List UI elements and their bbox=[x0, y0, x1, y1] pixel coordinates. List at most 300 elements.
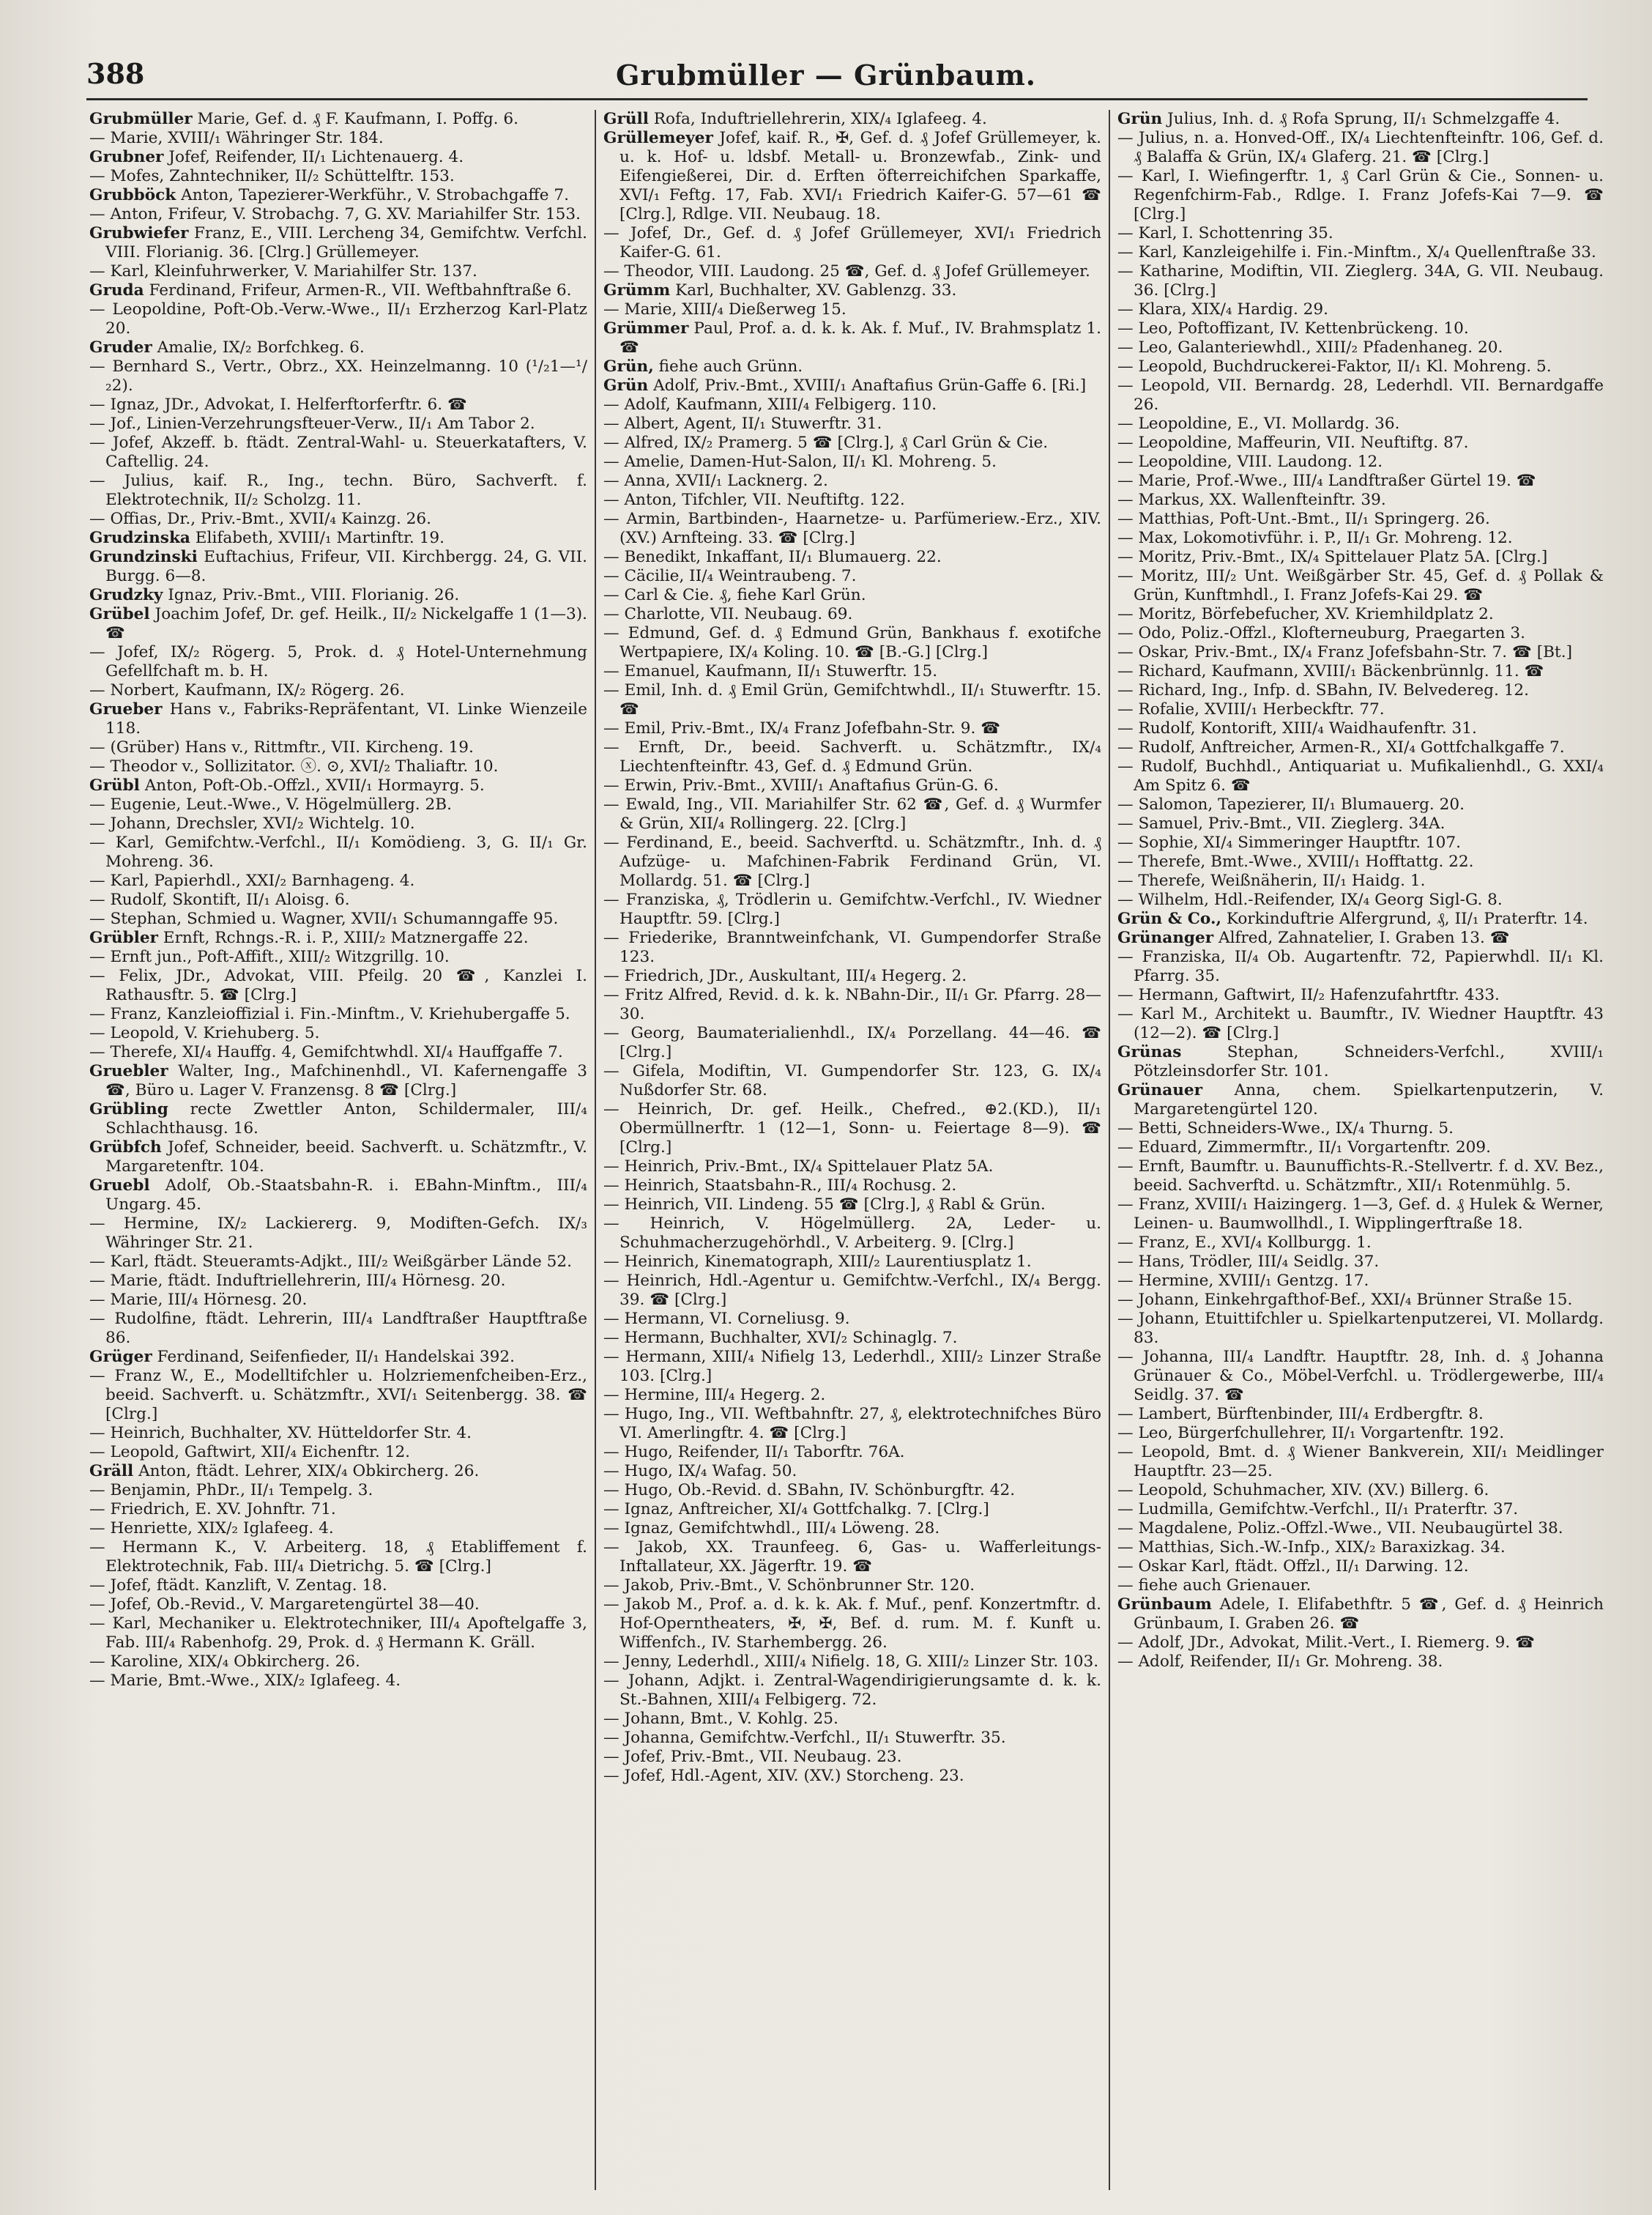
running-title: Grubmüller — Grünbaum. bbox=[615, 59, 1037, 92]
directory-entry bbox=[603, 624, 1101, 662]
directory-entry bbox=[603, 1062, 1101, 1100]
entry-surname: Gruda bbox=[89, 281, 144, 300]
entry-surname: Grubböck bbox=[89, 186, 176, 204]
directory-entry bbox=[89, 1538, 587, 1576]
entry-text: — Hermine, XVIII/₁ Gentzg. 17. bbox=[1117, 1272, 1369, 1290]
entry-text: — Ernft jun., Poft-Affift., XIII/₂ Witzgrillg. 10. bbox=[89, 948, 450, 966]
entry-text: — Adolf, JDr., Advokat, Milit.-Vert., I. Riemerg. 9. ☎ bbox=[1117, 1633, 1535, 1652]
entry-text: — Erwin, Priv.-Bmt., XVIII/₁ Anaftafius Grün-G. 6. bbox=[603, 776, 999, 795]
column-divider bbox=[1109, 110, 1110, 2190]
directory-entry bbox=[89, 948, 587, 967]
directory-entry bbox=[1117, 1253, 1604, 1272]
directory-entry bbox=[89, 1310, 587, 1348]
entry-text: — Karl, Kanzleigehilfe i. Fin.-Minftm., X/₄ Quellenftraße 33. bbox=[1117, 243, 1596, 261]
directory-entry bbox=[89, 1576, 587, 1595]
directory-entry bbox=[89, 1424, 587, 1443]
directory-entry bbox=[603, 567, 1101, 586]
entry-text: — Karl, Mechaniker u. Elektrotechniker, III/₄ Apoftelgaffe 3, Fab. III/₄ Rabenhofg. 29, Prok. d. ₰ Hermann K. Gräll. bbox=[89, 1614, 587, 1652]
entry-text: — Georg, Baumaterialienhdl., IX/₄ Porzellang. 44—46. ☎ [Clrg.] bbox=[603, 1024, 1101, 1061]
directory-entry bbox=[603, 300, 1101, 319]
entry-text: — Ewald, Ing., VII. Mariahilfer Str. 62 ☎, Gef. d. ₰ Wurmfer & Grün, XII/₄ Rollingerg. 22. [Clrg.] bbox=[603, 795, 1101, 833]
directory-entry bbox=[1117, 1157, 1604, 1195]
directory-entry bbox=[1117, 491, 1604, 510]
entry-text: — Jakob, Priv.-Bmt., V. Schönbrunner Str. 120. bbox=[603, 1576, 975, 1595]
entry-text: Anton, Tapezierer-Werkführ., V. Strobachgaffe 7. bbox=[176, 186, 570, 204]
entry-text: — Karl M., Architekt u. Baumftr., IV. Wiedner Hauptftr. 43 (12—2). ☎ [Clrg.] bbox=[1117, 1005, 1604, 1042]
directory-entry bbox=[1117, 1633, 1604, 1652]
entry-text: — Franz, E., XVI/₄ Kollburgg. 1. bbox=[1117, 1233, 1372, 1252]
directory-entry bbox=[603, 491, 1101, 510]
directory-entry bbox=[1117, 300, 1604, 319]
entry-text: — Emanuel, Kaufmann, II/₁ Stuwerftr. 15. bbox=[603, 662, 938, 680]
directory-entry bbox=[603, 605, 1101, 624]
entry-text: — Friedrich, E. XV. Johnftr. 71. bbox=[89, 1500, 336, 1518]
entry-text: — Therefe, Bmt.-Wwe., XVIII/₁ Hofftattg. 22. bbox=[1117, 853, 1474, 871]
entry-text: — Heinrich, VII. Lindeng. 55 ☎ [Clrg.], ₰ Rabl & Grün. bbox=[603, 1195, 1046, 1214]
directory-entry bbox=[1117, 1500, 1604, 1519]
entry-text: — Bernhard S., Vertr., Obrz., XX. Heinzelmanng. 10 (¹/₂1—¹/₂2). bbox=[89, 357, 587, 395]
entry-text: — Hermine, III/₄ Hegerg. 2. bbox=[603, 1386, 826, 1404]
entry-text: — Max, Lokomotivführ. i. P., II/₁ Gr. Mohreng. 12. bbox=[1117, 529, 1513, 547]
entry-text: — Felix, JDr., Advokat, VIII. Pfeilg. 20 ☎, Kanzlei I. Rathausftr. 5. ☎ [Clrg.] bbox=[89, 967, 587, 1004]
directory-entry bbox=[89, 643, 587, 681]
entry-surname: Grübl bbox=[89, 776, 140, 795]
directory-entry bbox=[603, 1310, 1101, 1329]
entry-text: — Leopoldine, Poft-Ob.-Verw.-Wwe., II/₁ Erzherzog Karl-Platz 20. bbox=[89, 300, 587, 338]
directory-entry bbox=[603, 1538, 1101, 1576]
entry-text: — Hermann, Buchhalter, XVI/₂ Schinaglg. 7. bbox=[603, 1329, 958, 1347]
directory-entry bbox=[89, 1652, 587, 1672]
entry-text: — Ludmilla, Gemifchtw.-Verfchl., II/₁ Praterftr. 37. bbox=[1117, 1500, 1519, 1518]
entry-text: Marie, Gef. d. ₰ F. Kaufmann, I. Poffg. 6. bbox=[192, 110, 519, 128]
entry-text: — Leopoldine, Maffeurin, VII. Neuftiftg. 87. bbox=[1117, 434, 1469, 452]
entry-text: Anton, Poft-Ob.-Offzl., XVII/₁ Hormayrg. 5. bbox=[139, 776, 485, 795]
entry-text: Julius, Inh. d. ₰ Rofa Sprung, II/₁ Schmelzgaffe 4. bbox=[1162, 110, 1560, 128]
directory-entry bbox=[89, 795, 587, 815]
directory-entry bbox=[89, 815, 587, 834]
entry-text: — Moritz, III/₂ Unt. Weißgärber Str. 45, Gef. d. ₰ Pollak & Grün, Kunftmhdl., I. Franz Jofefs-Kai 29. ☎ bbox=[1117, 567, 1604, 604]
entry-text: — Offias, Dr., Priv.-Bmt., XVII/₄ Kainzg. 26. bbox=[89, 510, 432, 528]
directory-entry bbox=[1117, 1576, 1604, 1595]
entry-surname: Grünanger bbox=[1117, 929, 1214, 947]
directory-entry bbox=[89, 834, 587, 872]
entry-text: — Heinrich, Buchhalter, XV. Hütteldorfer Str. 4. bbox=[89, 1424, 472, 1442]
entry-text: — Franziska, ₰, Trödlerin u. Gemifchtw.-Verfchl., IV. Wiedner Hauptftr. 59. [Clrg.] bbox=[603, 891, 1101, 928]
entry-surname: Grünas bbox=[1117, 1043, 1182, 1061]
directory-entry bbox=[603, 415, 1101, 434]
entry-text: — Leopoldine, E., VI. Mollardg. 36. bbox=[1117, 415, 1400, 433]
entry-text: — Eduard, Zimmermftr., II/₁ Vorgartenftr. 209. bbox=[1117, 1138, 1491, 1157]
directory-entry bbox=[1117, 1043, 1604, 1081]
entry-surname: Gruebl bbox=[89, 1176, 150, 1195]
entry-text: — Anton, Tifchler, VII. Neuftiftg. 122. bbox=[603, 491, 905, 509]
entry-text: — Emil, Priv.-Bmt., IX/₄ Franz Jofefbahn-Str. 9. ☎ bbox=[603, 719, 1001, 738]
entry-text: — Gifela, Modiftin, VI. Gumpendorfer Str. 123, G. IX/₄ Nußdorfer Str. 68. bbox=[603, 1062, 1101, 1099]
directory-entry bbox=[1117, 567, 1604, 605]
directory-entry bbox=[89, 434, 587, 472]
entry-text: Ferdinand, Seifenfieder, II/₁ Handelskai 392. bbox=[152, 1348, 515, 1366]
directory-entry bbox=[1117, 1310, 1604, 1348]
entry-text: — Henriette, XIX/₂ Iglafeeg. 4. bbox=[89, 1519, 334, 1537]
directory-entry bbox=[89, 872, 587, 891]
directory-entry bbox=[1117, 376, 1604, 415]
directory-entry bbox=[603, 795, 1101, 834]
directory-entry bbox=[603, 262, 1101, 281]
entry-text: — Franz, XVIII/₁ Haizingerg. 1—3, Gef. d. ₰ Hulek & Werner, Leinen- u. Baumwollhdl., I. Wipplingerftraße 18. bbox=[1117, 1195, 1604, 1233]
directory-entry bbox=[89, 700, 587, 738]
directory-entry bbox=[1117, 719, 1604, 738]
column-1 bbox=[89, 110, 587, 2190]
entry-text: — Therefe, Weißnäherin, II/₁ Haidg. 1. bbox=[1117, 872, 1426, 890]
directory-entry bbox=[1117, 434, 1604, 453]
directory-entry bbox=[1117, 891, 1604, 910]
entry-text: — Jof., Linien-Verzehrungsfteuer-Verw., II/₁ Am Tabor 2. bbox=[89, 415, 535, 433]
directory-entry bbox=[1117, 738, 1604, 757]
entry-surname: Grübler bbox=[89, 929, 158, 947]
entry-surname: Grüllemeyer bbox=[603, 129, 713, 147]
entry-text: — Marie, Bmt.-Wwe., XIX/₂ Iglafeeg. 4. bbox=[89, 1672, 401, 1690]
entry-text: — Johanna, III/₄ Landftr. Hauptftr. 28, Inh. d. ₰ Johanna Grünauer & Co., Möbel-Verfchl. u. Trödlergewerbe, III/₄ Seidlg. 37. ☎ bbox=[1117, 1348, 1604, 1404]
entry-surname: Grundzinski bbox=[89, 548, 198, 566]
entry-text: — Heinrich, Priv.-Bmt., IX/₄ Spittelauer Platz 5A. bbox=[603, 1157, 994, 1176]
directory-entry bbox=[603, 1767, 1101, 1786]
entry-text: — Jakob, XX. Traunfeeg. 6, Gas- u. Wafferleitungs-Inftallateur, XX. Jägerftr. 19. ☎ bbox=[603, 1538, 1101, 1576]
entry-surname: Grubmüller bbox=[89, 110, 193, 128]
entry-text: — Leopold, VII. Bernardg. 28, Lederhdl. VII. Bernardgaffe 26. bbox=[1117, 376, 1604, 414]
entry-text: Adele, I. Elifabethftr. 5 ☎, Gef. d. ₰ Heinrich Grünbaum, I. Graben 26. ☎ bbox=[1134, 1595, 1604, 1633]
entry-surname: Grümmer bbox=[603, 319, 689, 338]
directory-entry bbox=[1117, 910, 1604, 929]
directory-entry bbox=[603, 986, 1101, 1024]
directory-entry bbox=[89, 1614, 587, 1652]
entry-text: — Adolf, Kaufmann, XIII/₄ Felbigerg. 110. bbox=[603, 396, 937, 414]
entry-text: — Klara, XIX/₄ Hardig. 29. bbox=[1117, 300, 1329, 319]
entry-text: Paul, Prof. a. d. k. k. Ak. f. Muf., IV. Brahmsplatz 1. ☎ bbox=[620, 319, 1101, 357]
entry-text: — Cäcilie, II/₄ Weintraubeng. 7. bbox=[603, 567, 857, 585]
entry-text: Anton, ftädt. Lehrer, XIX/₄ Obkircherg. 26. bbox=[133, 1462, 480, 1480]
directory-entry bbox=[1117, 1005, 1604, 1043]
directory-entry bbox=[1117, 262, 1604, 300]
entry-text: — Rofalie, XVIII/₁ Herbeckftr. 77. bbox=[1117, 700, 1385, 719]
directory-entry bbox=[603, 1500, 1101, 1519]
directory-entry bbox=[603, 1253, 1101, 1272]
directory-entry bbox=[1117, 662, 1604, 681]
entry-text: — Jofef, Priv.-Bmt., VII. Neubaug. 23. bbox=[603, 1748, 902, 1766]
directory-entry bbox=[89, 1272, 587, 1291]
entry-text: — Karoline, XIX/₄ Obkircherg. 26. bbox=[89, 1652, 360, 1671]
entry-surname: Grün & Co., bbox=[1117, 910, 1221, 928]
directory-entry bbox=[603, 1157, 1101, 1176]
directory-entry bbox=[1117, 643, 1604, 662]
directory-entry bbox=[603, 1405, 1101, 1443]
entry-text: — Edmund, Gef. d. ₰ Edmund Grün, Bankhaus f. exotifche Wertpapiere, IX/₄ Koling. 10. ☎ [B.-G.] [Clrg.] bbox=[603, 624, 1101, 661]
entry-surname: Grün bbox=[1117, 110, 1163, 128]
directory-entry bbox=[89, 357, 587, 396]
directory-entry bbox=[603, 776, 1101, 795]
entry-text: — Jofef, Hdl.-Agent, XIV. (XV.) Storcheng. 23. bbox=[603, 1767, 964, 1785]
entry-surname: Grudzinska bbox=[89, 529, 190, 547]
directory-entry bbox=[603, 586, 1101, 605]
entry-text: — Leopold, Schuhmacher, XIV. (XV.) Billerg. 6. bbox=[1117, 1481, 1489, 1499]
directory-entry bbox=[1117, 129, 1604, 167]
entry-text: — Hermann, VI. Corneliusg. 9. bbox=[603, 1310, 850, 1328]
entry-surname: Grümm bbox=[603, 281, 671, 300]
entry-surname: Grubner bbox=[89, 148, 164, 166]
directory-entry bbox=[1117, 1195, 1604, 1233]
entry-surname: Grün bbox=[603, 376, 649, 395]
directory-entry bbox=[1117, 415, 1604, 434]
entry-text: — Franziska, II/₄ Ob. Augartenftr. 72, Papierwhdl. II/₁ Kl. Pfarrg. 35. bbox=[1117, 948, 1604, 985]
directory-entry bbox=[89, 1176, 587, 1214]
entry-text: — Leopoldine, VIII. Laudong. 12. bbox=[1117, 453, 1383, 471]
entry-text: — Samuel, Priv.-Bmt., VII. Zieglerg. 34A. bbox=[1117, 815, 1446, 833]
directory-entry bbox=[89, 1005, 587, 1024]
directory-entry bbox=[1117, 548, 1604, 567]
directory-entry bbox=[89, 129, 587, 148]
directory-entry bbox=[603, 548, 1101, 567]
directory-entry bbox=[89, 1348, 587, 1367]
entry-text: — Franz, Kanzleioffizial i. Fin.-Minftm., V. Kriehubergaffe 5. bbox=[89, 1005, 570, 1023]
entry-surname: Gruebler bbox=[89, 1062, 168, 1080]
entry-text: — Armin, Bartbinden-, Haarnetze- u. Parfümeriew.-Erz., XIV. (XV.) Arnfteing. 33. ☎ [Clrg.] bbox=[603, 510, 1101, 547]
entry-text: fiehe auch Grünn. bbox=[653, 357, 803, 376]
directory-entry bbox=[89, 281, 587, 300]
entry-text: — Marie, Prof.-Wwe., III/₄ Landftraßer Gürtel 19. ☎ bbox=[1117, 472, 1536, 490]
entry-text: — Stephan, Schmied u. Wagner, XVII/₁ Schumanngaffe 95. bbox=[89, 910, 559, 928]
entry-text: — Ernft, Baumftr. u. Baunuffichts-R.-Stellvertr. f. d. XV. Bez., beeid. Sachverftd. u. Schätzmftr., XII/₁ Rotenmühlg. 5. bbox=[1117, 1157, 1604, 1195]
directory-entry bbox=[1117, 1348, 1604, 1405]
directory-entry bbox=[603, 357, 1101, 376]
directory-entry bbox=[89, 1672, 587, 1691]
entry-text: — Johanna, Gemifchtw.-Verfchl., II/₁ Stuwerftr. 35. bbox=[603, 1729, 1006, 1747]
entry-text: recte Zwettler Anton, Schildermaler, III/₄ Schlachthausg. 16. bbox=[105, 1100, 587, 1138]
entry-surname: Grüger bbox=[89, 1348, 152, 1366]
directory-entry bbox=[603, 1195, 1101, 1214]
entry-text: Franz, E., VIII. Lercheng 34, Gemifchtw. Verfchl. VIII. Florianig. 36. [Clrg.] Grüllemeyer. bbox=[105, 224, 587, 261]
directory-entry bbox=[89, 1291, 587, 1310]
entry-text: — Matthias, Poft-Unt.-Bmt., II/₁ Springerg. 26. bbox=[1117, 510, 1490, 528]
directory-entry bbox=[1117, 1291, 1604, 1310]
entry-text: — Karl, I. Schottenring 35. bbox=[1117, 224, 1333, 242]
entry-text: — Julius, n. a. Honved-Off., IX/₄ Liechtenfteinftr. 106, Gef. d. ₰ Balaffa & Grün, IX/₄ Glaferg. 21. ☎ [Clrg.] bbox=[1117, 129, 1604, 166]
directory-entry bbox=[89, 1100, 587, 1138]
entry-text: — Hermann, Gaftwirt, II/₂ Hafenzufahrtftr. 433. bbox=[1117, 986, 1500, 1004]
entry-text: — Charlotte, VII. Neubaug. 69. bbox=[603, 605, 853, 623]
directory-entry bbox=[603, 510, 1101, 548]
directory-entry bbox=[89, 1024, 587, 1043]
entry-text: — Marie, XIII/₄ Dießerweg 15. bbox=[603, 300, 847, 319]
entry-text: — Karl, Gemifchtw.-Verfchl., II/₁ Komödieng. 3, G. II/₁ Gr. Mohreng. 36. bbox=[89, 834, 587, 871]
entry-text: — Jofef, Dr., Gef. d. ₰ Jofef Grüllemeyer, XVI/₁ Friedrich Kaifer-G. 61. bbox=[603, 224, 1101, 261]
entry-text: — Friederike, Branntweinfchank, VI. Gumpendorfer Straße 123. bbox=[603, 929, 1101, 966]
entry-text: — Karl, I. Wiefingerftr. 1, ₰ Carl Grün & Cie., Sonnen- u. Regenfchirm-Fab., Rdlge. I. Franz Jofefs-Kai 7—9. ☎ [Clrg.] bbox=[1117, 167, 1604, 223]
directory-entry bbox=[603, 1024, 1101, 1062]
directory-entry bbox=[603, 472, 1101, 491]
entry-text: — Hans, Trödler, III/₄ Seidlg. 37. bbox=[1117, 1253, 1380, 1271]
directory-entry bbox=[1117, 243, 1604, 262]
entry-text: — Leopold, V. Kriehuberg. 5. bbox=[89, 1024, 320, 1042]
entry-surname: Grubwiefer bbox=[89, 224, 189, 242]
directory-entry bbox=[89, 776, 587, 795]
directory-entry bbox=[1117, 1443, 1604, 1481]
entry-text: — Jofef, Akzeff. b. ftädt. Zentral-Wahl- u. Steuerkatafters, V. Caftellig. 24. bbox=[89, 434, 587, 471]
directory-entry bbox=[1117, 167, 1604, 224]
directory-entry bbox=[89, 205, 587, 224]
entry-text: — Hugo, Ob.-Revid. d. SBahn, IV. Schönburgftr. 42. bbox=[603, 1481, 1016, 1499]
entry-text: — Oskar, Priv.-Bmt., IX/₄ Franz Jofefsbahn-Str. 7. ☎ [Bt.] bbox=[1117, 643, 1573, 661]
entry-text: — Sophie, XI/₄ Simmeringer Hauptftr. 107. bbox=[1117, 834, 1461, 852]
directory-entry bbox=[603, 719, 1101, 738]
directory-entry bbox=[1117, 510, 1604, 529]
entry-text: — Hugo, Ing., VII. Weftbahnftr. 27, ₰, elektrotechnifches Büro VI. Amerlingftr. 4. ☎ [Clrg.] bbox=[603, 1405, 1101, 1442]
entry-text: Alfred, Zahnatelier, I. Graben 13. ☎ bbox=[1213, 929, 1510, 947]
entry-text: — Johann, Drechsler, XVI/₂ Wichtelg. 10. bbox=[89, 815, 415, 833]
entry-surname: Gräll bbox=[89, 1462, 134, 1480]
column-3 bbox=[1117, 110, 1604, 2190]
entry-text: — Richard, Kaufmann, XVIII/₁ Bäckenbrünnlg. 11. ☎ bbox=[1117, 662, 1544, 680]
directory-entry bbox=[89, 510, 587, 529]
entry-text: — Rudolf, Buchhdl., Antiquariat u. Mufikalienhdl., G. XXI/₄ Am Spitz 6. ☎ bbox=[1117, 757, 1604, 795]
directory-entry bbox=[603, 1176, 1101, 1195]
directory-entry bbox=[1117, 986, 1604, 1005]
entry-text: — Karl, Papierhdl., XXI/₂ Barnhageng. 4. bbox=[89, 872, 415, 890]
directory-entry bbox=[89, 605, 587, 643]
header-rule bbox=[86, 98, 1588, 100]
entry-text: — Theodor, VIII. Laudong. 25 ☎, Gef. d. ₰ Jofef Grüllemeyer. bbox=[603, 262, 1090, 281]
entry-text: — Norbert, Kaufmann, IX/₂ Rögerg. 26. bbox=[89, 681, 405, 700]
entry-text: — Rudolf, Kontorift, XIII/₄ Waidhaufenftr. 31. bbox=[1117, 719, 1477, 738]
entry-text: — Ignaz, Anftreicher, XI/₄ Gottfchalkg. 7. [Clrg.] bbox=[603, 1500, 989, 1518]
directory-entry bbox=[89, 186, 587, 205]
entry-text: Jofef, kaif. R., ✠, Gef. d. ₰ Jofef Grüllemeyer, k. u. k. Hof- u. ldsbf. Metall- u. Bronzewfab., Zink- und Eifengießerei, Dir. d. Erften öfterreichifchen Sparkaffe, XVI/₁ Feftg. 17, Fab. XVI/₁ Friedrich Kaifer-G. 57—61 ☎ [Clrg.], Rdlge. VII. Neubaug. 18. bbox=[620, 129, 1101, 223]
directory-entry bbox=[1117, 338, 1604, 357]
entry-text: — Hermine, IX/₂ Lackiererg. 9, Modiften-Gefch. IX/₃ Währinger Str. 21. bbox=[89, 1214, 587, 1252]
directory-entry bbox=[1117, 795, 1604, 815]
entry-text: Rofa, Induftriellehrerin, XIX/₄ Iglafeeg. 4. bbox=[648, 110, 987, 128]
entry-text: — Anton, Frifeur, V. Strobachg. 7, G. XV. Mariahilfer Str. 153. bbox=[89, 205, 581, 223]
directory-entry bbox=[89, 396, 587, 415]
entry-text: — Moritz, Börfebefucher, XV. Kriemhildplatz 2. bbox=[1117, 605, 1494, 623]
directory-entry bbox=[1117, 1595, 1604, 1633]
entry-text: — fiehe auch Grienauer. bbox=[1117, 1576, 1311, 1595]
directory-entry bbox=[603, 1386, 1101, 1405]
entry-text: Amalie, IX/₂ Borfchkeg. 6. bbox=[152, 338, 365, 357]
entry-text: — Ferdinand, E., beeid. Sachverftd. u. Schätzmftr., Inh. d. ₰ Aufzüge- u. Mafchinen-Fabrik Ferdinand Grün, VI. Mollardg. 51. ☎ [Clrg.] bbox=[603, 834, 1101, 890]
directory-entry bbox=[1117, 872, 1604, 891]
entry-text: — Heinrich, Dr. gef. Heilk., Chefred., ⊕2.(KD.), II/₁ Obermüllnerftr. 1 (12—1, Sonn- u. Feiertage 8—9). ☎ [Clrg.] bbox=[603, 1100, 1101, 1157]
directory-entry bbox=[603, 1272, 1101, 1310]
entry-text: — Oskar Karl, ftädt. Offzl., II/₁ Darwing. 12. bbox=[1117, 1557, 1469, 1576]
entry-text: — Heinrich, Kinematograph, XIII/₂ Laurentiusplatz 1. bbox=[603, 1253, 1032, 1271]
directory-entry bbox=[603, 1100, 1101, 1157]
entry-text: — Hermann, XIII/₄ Nifielg 13, Lederhdl., XIII/₂ Linzer Straße 103. [Clrg.] bbox=[603, 1348, 1101, 1385]
entry-text: — Julius, kaif. R., Ing., techn. Büro, Sachverft. f. Elektrotechnik, II/₂ Scholzg. 11. bbox=[89, 472, 587, 509]
directory-entry bbox=[89, 1138, 587, 1176]
entry-text: Korkinduftrie Alfergrund, ₰, II/₁ Praterftr. 14. bbox=[1221, 910, 1588, 928]
entry-text: Stephan, Schneiders-Verfchl., XVIII/₁ Pötzleinsdorfer Str. 101. bbox=[1134, 1043, 1604, 1080]
directory-entry bbox=[603, 1481, 1101, 1500]
entry-surname: Grueber bbox=[89, 700, 163, 719]
directory-entry bbox=[1117, 605, 1604, 624]
entry-surname: Grübling bbox=[89, 1100, 168, 1118]
entry-text: — Matthias, Sich.-W.-Infp., XIX/₂ Baraxizkag. 34. bbox=[1117, 1538, 1506, 1557]
entry-text: Ferdinand, Frifeur, Armen-R., VII. Weftbahnftraße 6. bbox=[144, 281, 572, 300]
entry-text: — Rudolf, Anftreicher, Armen-R., XI/₄ Gottfchalkgaffe 7. bbox=[1117, 738, 1565, 757]
entry-text: — Odo, Poliz.-Offzl., Klofterneuburg, Praegarten 3. bbox=[1117, 624, 1525, 642]
directory-entry bbox=[89, 1367, 587, 1424]
directory-entry bbox=[89, 1443, 587, 1462]
directory-entry bbox=[603, 681, 1101, 719]
directory-entry bbox=[603, 453, 1101, 472]
entry-text: — Salomon, Tapezierer, II/₁ Blumauerg. 20. bbox=[1117, 795, 1465, 814]
entry-text: — Leopold, Buchdruckerei-Faktor, II/₁ Kl. Mohreng. 5. bbox=[1117, 357, 1552, 376]
directory-entry bbox=[89, 1462, 587, 1481]
directory-entry bbox=[89, 1214, 587, 1253]
directory-entry bbox=[1117, 319, 1604, 338]
entry-text: — Marie, III/₄ Hörnesg. 20. bbox=[89, 1291, 308, 1309]
directory-entry bbox=[89, 1519, 587, 1538]
entry-text: Jofef, Schneider, beeid. Sachverft. u. Schätzmftr., V. Margaretenftr. 104. bbox=[105, 1138, 587, 1176]
directory-entry bbox=[603, 891, 1101, 929]
entry-surname: Grudzky bbox=[89, 586, 163, 604]
entry-text: — Katharine, Modiftin, VII. Zieglerg. 34A, G. VII. Neubaug. 36. [Clrg.] bbox=[1117, 262, 1604, 300]
entry-surname: Grün, bbox=[603, 357, 654, 376]
entry-text: Ernft, Rchngs.-R. i. P., XIII/₂ Matznergaffe 22. bbox=[157, 929, 529, 947]
directory-entry bbox=[1117, 757, 1604, 795]
entry-text: — Leo, Poftoffizant, IV. Kettenbrückeng. 10. bbox=[1117, 319, 1469, 338]
entry-text: — Friedrich, JDr., Auskultant, III/₄ Hegerg. 2. bbox=[603, 967, 967, 985]
entry-text: — Hermann K., V. Arbeiterg. 18, ₰ Etabliffement f. Elektrotechnik, Fab. III/₄ Dietrichg. 5. ☎ [Clrg.] bbox=[89, 1538, 587, 1576]
directory-entry bbox=[89, 757, 587, 776]
entry-text: — Moritz, Priv.-Bmt., IX/₄ Spittelauer Platz 5A. [Clrg.] bbox=[1117, 548, 1548, 566]
entry-text: — Marie, XVIII/₁ Währinger Str. 184. bbox=[89, 129, 384, 147]
directory-entry bbox=[1117, 1557, 1604, 1576]
directory-entry bbox=[1117, 357, 1604, 376]
entry-text: Karl, Buchhalter, XV. Gablenzg. 33. bbox=[670, 281, 957, 300]
entry-text: — Leopold, Gaftwirt, XII/₄ Eichenftr. 12. bbox=[89, 1443, 411, 1461]
directory-entry bbox=[89, 910, 587, 929]
entry-text: — Emil, Inh. d. ₰ Emil Grün, Gemifchtwhdl., II/₁ Stuwerftr. 15. ☎ bbox=[603, 681, 1101, 719]
directory-entry bbox=[1117, 681, 1604, 700]
directory-entry bbox=[89, 529, 587, 548]
entry-text: — Magdalene, Poliz.-Offzl.-Wwe., VII. Neubaugürtel 38. bbox=[1117, 1519, 1563, 1537]
directory-entry bbox=[603, 376, 1101, 396]
directory-entry bbox=[89, 1043, 587, 1062]
directory-entry bbox=[603, 834, 1101, 891]
entry-text: — Johann, Bmt., V. Kohlg. 25. bbox=[603, 1710, 838, 1728]
entry-text: — Ignaz, JDr., Advokat, I. Helferftorferftr. 6. ☎ bbox=[89, 396, 467, 414]
directory-entry bbox=[89, 338, 587, 357]
directory-entry bbox=[89, 967, 587, 1005]
entry-text: — Johann, Etuittifchler u. Spielkartenputzerei, VI. Mollardg. 83. bbox=[1117, 1310, 1604, 1347]
entry-surname: Grünbaum bbox=[1117, 1595, 1212, 1614]
entry-text: — Jofef, IX/₂ Rögerg. 5, Prok. d. ₰ Hotel-Unternehmung Gefellfchaft m. b. H. bbox=[89, 643, 587, 680]
entry-text: Euftachius, Frifeur, VII. Kirchbergg. 24, G. VII. Burgg. 6—8. bbox=[105, 548, 587, 585]
entry-text: — Heinrich, V. Högelmüllerg. 2A, Leder- u. Schuhmacherzugehörhdl., V. Arbeiterg. 9. [Clrg.] bbox=[603, 1214, 1101, 1252]
entry-text: — (Grüber) Hans v., Rittmftr., VII. Kircheng. 19. bbox=[89, 738, 474, 757]
directory-entry bbox=[89, 167, 587, 186]
entry-text: — Heinrich, Staatsbahn-R., III/₄ Rochusg. 2. bbox=[603, 1176, 957, 1195]
entry-surname: Grünauer bbox=[1117, 1081, 1203, 1099]
directory-entry bbox=[1117, 1519, 1604, 1538]
directory-entry bbox=[603, 129, 1101, 224]
entry-text: — Leo, Galanteriewhdl., XIII/₂ Pfadenhaneg. 20. bbox=[1117, 338, 1503, 357]
directory-entry bbox=[603, 1462, 1101, 1481]
directory-entry bbox=[1117, 110, 1604, 129]
entry-text: — Johann, Adjkt. i. Zentral-Wagendirigierungsamte d. k. k. St.-Bahnen, XIII/₄ Felbigerg. 72. bbox=[603, 1672, 1101, 1709]
directory-entry bbox=[1117, 1272, 1604, 1291]
directory-entry bbox=[603, 396, 1101, 415]
